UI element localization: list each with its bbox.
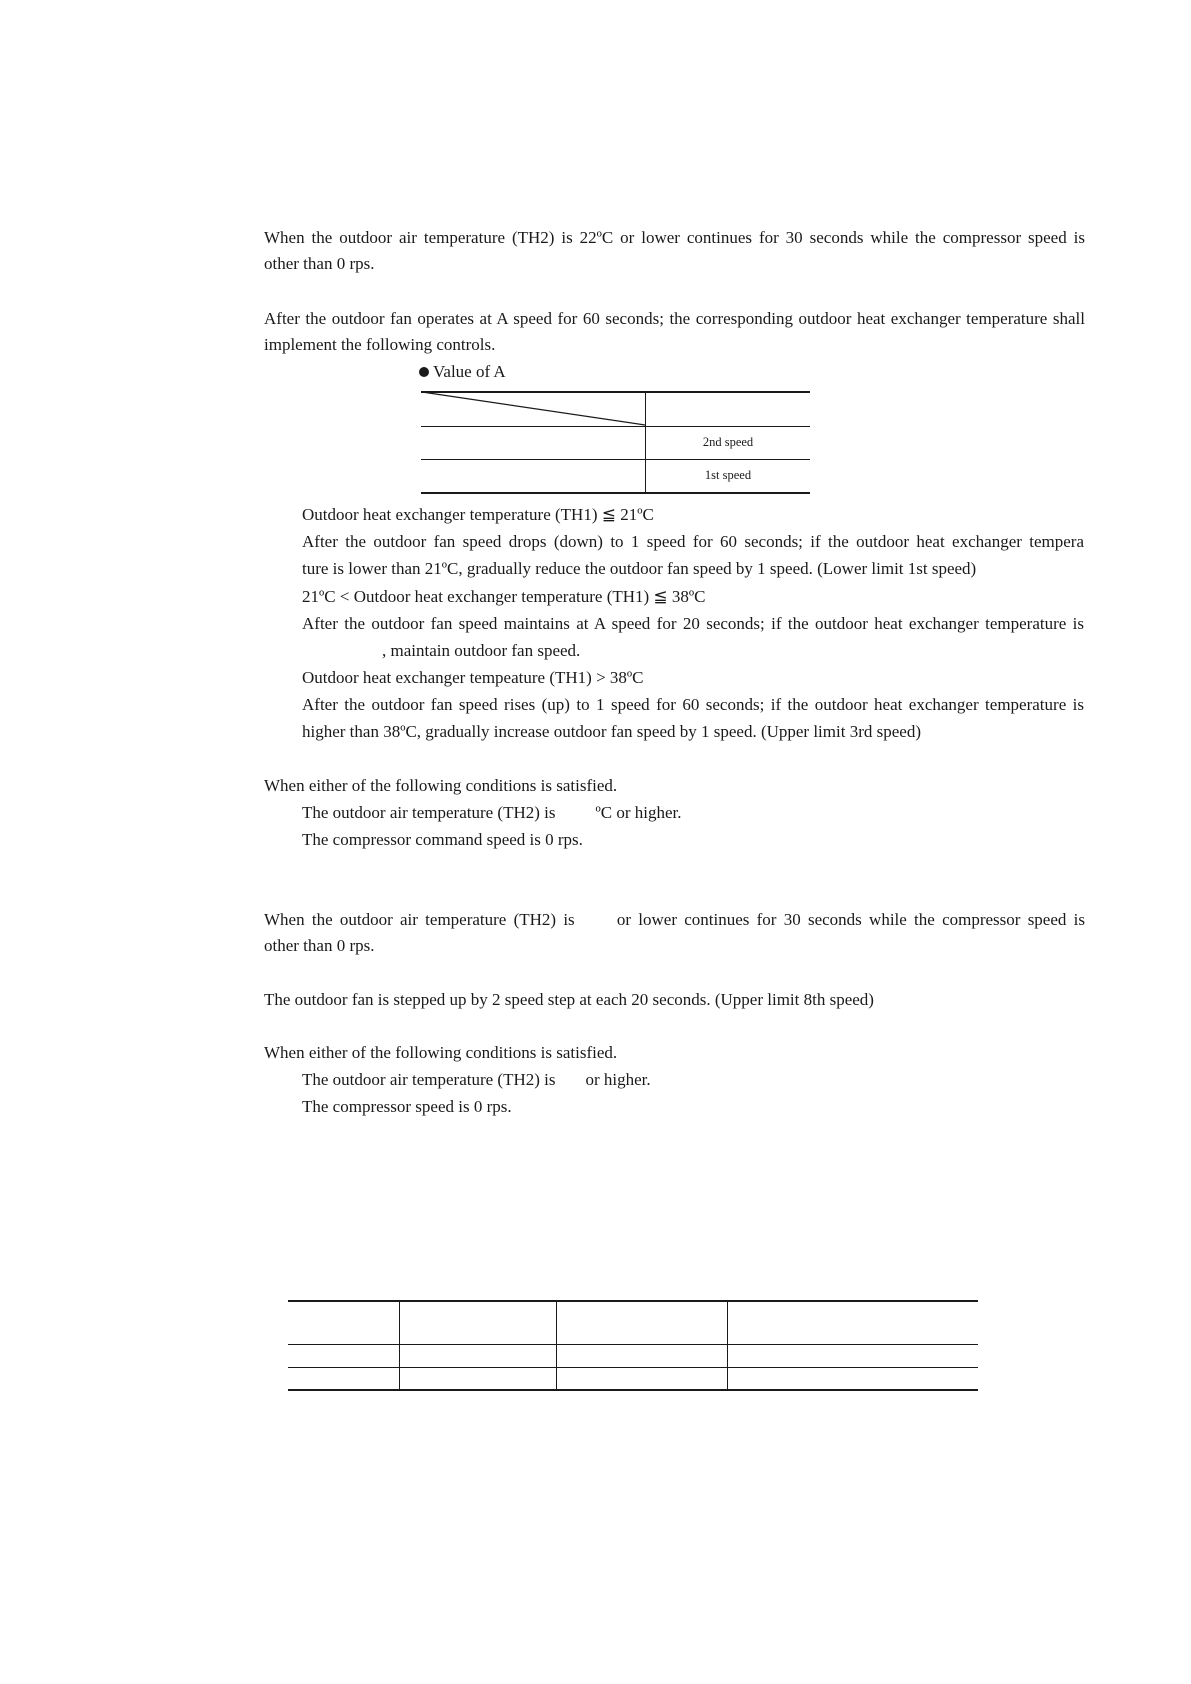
table-a-row-rule xyxy=(421,459,810,460)
bottom-table-column-rule xyxy=(399,1300,400,1389)
value-of-a-heading xyxy=(419,361,506,383)
rule2-action-line2: , maintain outdoor fan speed. xyxy=(382,641,581,660)
s2-end-condition1-a: The outdoor air temperature (TH2) is xyxy=(302,1070,556,1089)
bottom-table-column-rule xyxy=(727,1300,728,1389)
table-a-cell: 2nd speed xyxy=(702,435,754,449)
s1-end-condition1-b: ºC or higher. xyxy=(595,803,682,822)
rule2-condition: 21ºC < Outdoor heat exchanger temperature (TH1) ≦ 38ºC xyxy=(302,587,706,606)
bottom-table-row-rule xyxy=(288,1367,978,1368)
table-a-cell: 1st speed xyxy=(704,468,752,482)
bottom-table-column-rule xyxy=(556,1300,557,1389)
rule2-action-line1: After the outdoor fan speed maintains at A speed for 20 seconds; if the outdoor heat exchanger temperature is xyxy=(302,614,1084,633)
rule1-action-line1: After the outdoor fan speed drops (down) to 1 speed for 60 seconds; if the outdoor heat exchanger tempera xyxy=(302,532,1084,551)
s1-end-intro: When either of the following conditions is satisfied. xyxy=(264,776,618,795)
table-a-diagonal-header xyxy=(421,391,646,426)
s2-start-condition-line1 xyxy=(264,909,1085,931)
rule1-action-line2: ture is lower than 21ºC, gradually reduce the outdoor fan speed by 1 speed. (Lower limit 1st speed) xyxy=(302,559,977,578)
rule1-condition: Outdoor heat exchanger temperature (TH1) ≦ 21ºC xyxy=(302,505,654,524)
table-a-bottom-rule xyxy=(421,492,810,494)
bottom-table-bottom-rule xyxy=(288,1389,978,1391)
rule3-action-line2: higher than 38ºC, gradually increase outdoor fan speed by 1 speed. (Upper limit 3rd speed) xyxy=(302,722,921,741)
s2-end-condition1-b: or higher. xyxy=(585,1070,651,1089)
s2-end-intro: When either of the following conditions is satisfied. xyxy=(264,1043,618,1062)
value-of-a-label: Value of A xyxy=(433,362,506,381)
s1-control-line1: After the outdoor fan operates at A speed for 60 seconds; the corresponding outdoor heat exchanger temperature shall xyxy=(264,309,1085,328)
s1-start-condition-line2: other than 0 rps. xyxy=(264,254,375,273)
rule3-action-line1: After the outdoor fan speed rises (up) to 1 speed for 60 seconds; if the outdoor heat exchanger temperature is xyxy=(302,695,1084,714)
s1-end-condition1 xyxy=(302,802,682,824)
bottom-table-row-rule xyxy=(288,1344,978,1345)
s1-end-condition2: The compressor command speed is 0 rps. xyxy=(302,830,583,849)
bullet-icon xyxy=(419,367,429,377)
s2-start-b: or lower continues for 30 seconds while the compressor speed is xyxy=(616,910,1085,929)
s2-end-condition2: The compressor speed is 0 rps. xyxy=(302,1097,512,1116)
bottom-table-top-rule xyxy=(288,1300,978,1302)
s1-start-condition-line1: When the outdoor air temperature (TH2) is 22ºC or lower continues for 30 seconds while the compressor speed is xyxy=(264,228,1085,247)
s1-control-line2: implement the following controls. xyxy=(264,335,496,354)
s2-end-condition1 xyxy=(302,1069,651,1091)
table-a-row-rule xyxy=(421,426,810,427)
s2-control: The outdoor fan is stepped up by 2 speed step at each 20 seconds. (Upper limit 8th speed) xyxy=(264,990,874,1009)
rule3-condition: Outdoor heat exchanger tempeature (TH1) > 38ºC xyxy=(302,668,644,687)
s2-start-condition-line2: other than 0 rps. xyxy=(264,936,375,955)
s2-start-a: When the outdoor air temperature (TH2) is xyxy=(264,910,575,929)
s1-end-condition1-a: The outdoor air temperature (TH2) is xyxy=(302,803,556,822)
